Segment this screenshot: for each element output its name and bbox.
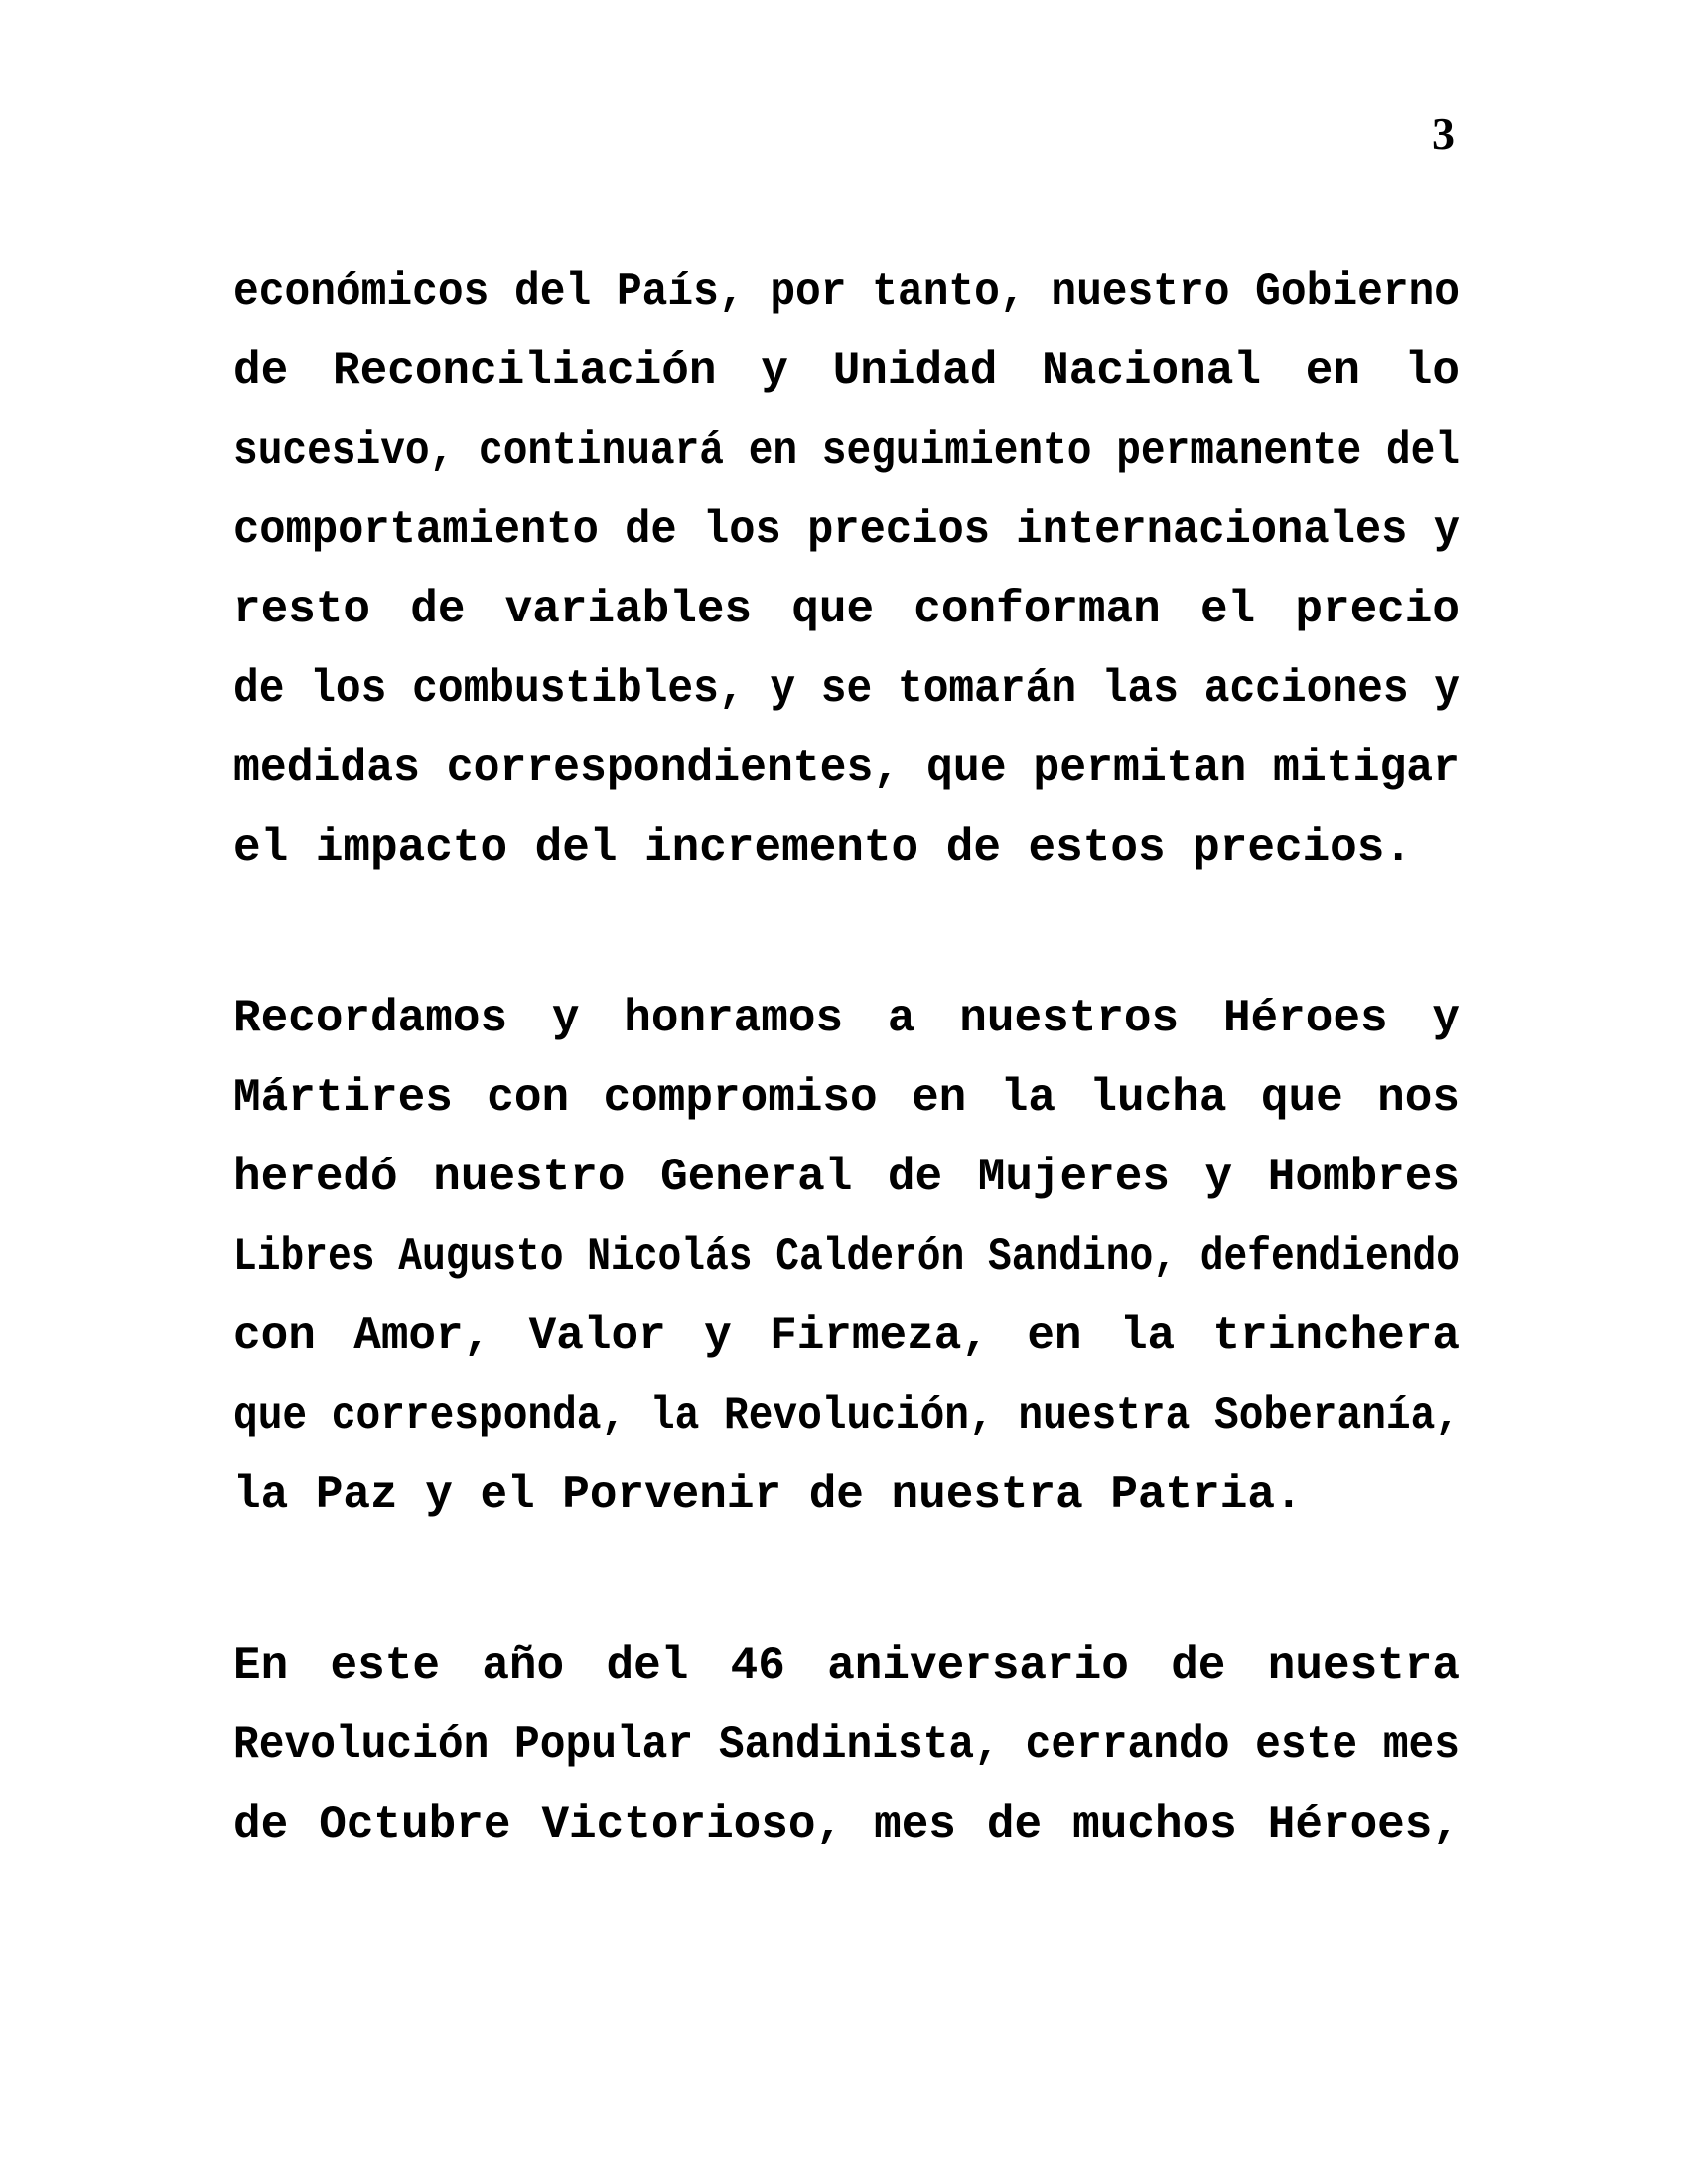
text-line xyxy=(233,808,1460,887)
text-line xyxy=(233,1376,1460,1455)
text-line xyxy=(233,332,1460,411)
text-line-content: Recordamos y honramos a nuestros Héroes y xyxy=(233,993,1460,1044)
text-line xyxy=(233,1297,1460,1376)
text-line-content: En este año del 46 aniversario de nuestra xyxy=(233,1640,1460,1692)
text-line-content: sucesivo, continuará en seguimiento permanente del xyxy=(233,425,1460,477)
text-line xyxy=(233,1217,1460,1297)
document-body xyxy=(233,252,1460,1956)
paragraph xyxy=(233,1626,1460,1864)
text-line-content: de Octubre Victorioso, mes de muchos Héroes, xyxy=(233,1799,1460,1850)
paragraph xyxy=(233,979,1460,1535)
text-line-content: Mártires con compromiso en la lucha que nos xyxy=(233,1072,1460,1124)
text-line-content: resto de variables que conforman el precio xyxy=(233,584,1460,635)
text-line-content: el impacto del incremento de estos precios. xyxy=(233,822,1412,874)
text-line xyxy=(233,1626,1460,1706)
text-line-content: de los combustibles, y se tomarán las acciones y xyxy=(233,663,1460,715)
page-number: 3 xyxy=(1432,108,1455,159)
text-line-content: Revolución Popular Sandinista, cerrando este mes xyxy=(233,1719,1460,1771)
text-line xyxy=(233,252,1460,332)
text-line-content: con Amor, Valor y Firmeza, en la trinchera xyxy=(233,1310,1460,1362)
paragraph xyxy=(233,252,1460,887)
text-line-content: de Reconciliación y Unidad Nacional en lo xyxy=(233,345,1460,397)
text-line xyxy=(233,1058,1460,1138)
text-line-content: económicos del País, por tanto, nuestro Gobierno xyxy=(233,266,1460,318)
text-line-content: heredó nuestro General de Mujeres y Hombres xyxy=(233,1152,1460,1203)
text-line xyxy=(233,1785,1460,1864)
text-line xyxy=(233,979,1460,1058)
text-line xyxy=(233,729,1460,808)
text-line xyxy=(233,1706,1460,1785)
text-line xyxy=(233,1455,1460,1535)
text-line xyxy=(233,570,1460,649)
text-line-content: la Paz y el Porvenir de nuestra Patria. xyxy=(233,1469,1303,1521)
text-line xyxy=(233,411,1460,490)
text-line-content: Libres Augusto Nicolás Calderón Sandino, defendiendo xyxy=(233,1231,1460,1283)
text-line-content: que corresponda, la Revolución, nuestra Soberanía, xyxy=(233,1390,1460,1441)
text-line xyxy=(233,490,1460,570)
text-line xyxy=(233,1138,1460,1217)
text-line xyxy=(233,649,1460,729)
text-line-content: comportamiento de los precios internacionales y xyxy=(233,504,1460,556)
text-line-content: medidas correspondientes, que permitan mitigar xyxy=(233,743,1460,794)
